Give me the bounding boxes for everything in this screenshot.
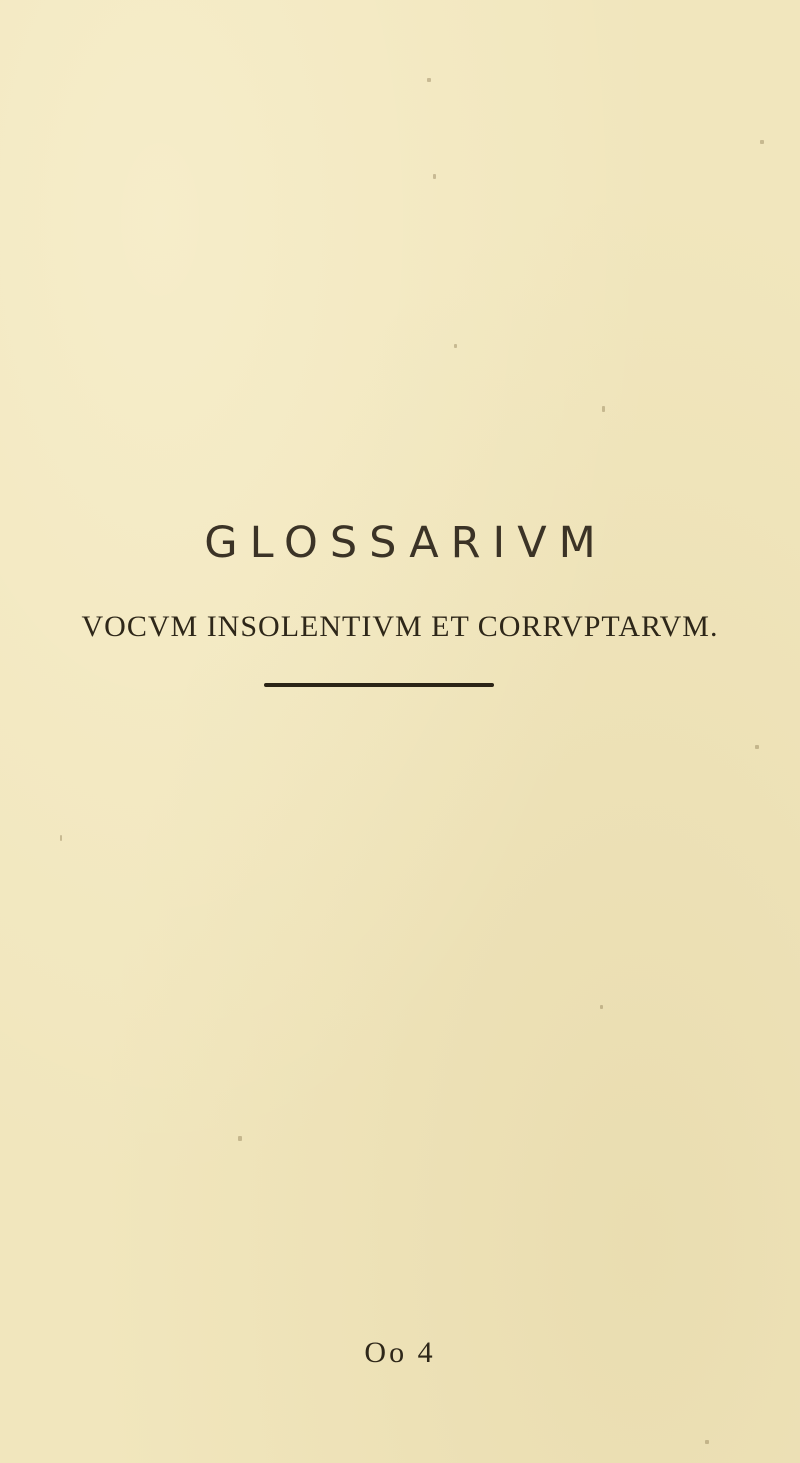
paper-speck — [755, 745, 759, 749]
signature-mark: Oo 4 — [364, 1336, 436, 1369]
paper-speck — [600, 1005, 603, 1009]
paper-speck — [454, 344, 457, 348]
page-title: GLOSSARIVM — [204, 518, 608, 568]
paper-speck — [433, 174, 436, 179]
paper-speck — [760, 140, 764, 144]
paper-speck — [427, 78, 431, 82]
horizontal-rule — [264, 683, 494, 687]
paper-speck — [705, 1440, 709, 1444]
paper-speck — [60, 835, 62, 841]
page-subtitle: VOCVM INSOLENTIVM ET CORRVPTARVM. — [81, 610, 719, 643]
paper-speck — [238, 1136, 242, 1141]
paper-speck — [602, 406, 605, 412]
